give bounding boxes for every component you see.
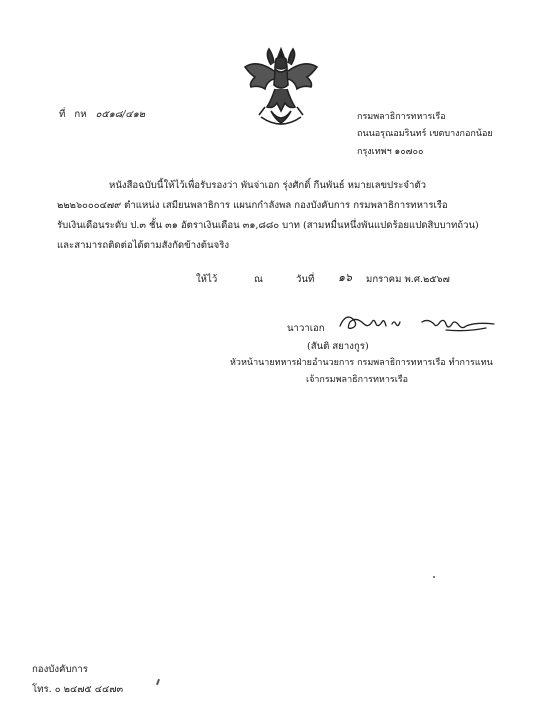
office-city: กรุงเทพฯ ๑๐๗๐๐: [357, 147, 424, 157]
office-name: กรมพลาธิการทหารเรือ: [357, 112, 446, 122]
at-label: ณ: [254, 274, 263, 285]
body-line-4: และสามารถติดต่อได้ตามสังกัดข้างต้นจริง: [57, 240, 230, 251]
month-year: มกราคม พ.ศ.๒๕๖๗: [366, 274, 450, 285]
paper-speck: [433, 576, 435, 578]
footer-phone: โทร. ๐ ๒๔๗๕ ๔๔๗๓: [32, 684, 124, 695]
certificate-body: [57, 176, 487, 256]
reference-line: [59, 108, 145, 121]
signer-name: (สันติ สยางกูร): [307, 341, 369, 352]
signer-position-1: หัวหน้านายทหารฝ่ายอำนวยการ กรมพลาธิการทหารเรือ ทำการแทน: [230, 358, 493, 368]
body-line-3: รับเงินเดือนระดับ ป.๓ ชั้น ๓๑ อัตราเงินเดือน ๓๑,๘๘๐ บาท (สามหมื่นหนึ่งพันแปดร้อยแปดสิบบาทถ้วน): [57, 220, 479, 231]
day-value: ๑๖: [338, 271, 352, 284]
paper-mark: [156, 679, 160, 685]
day-label: วันที่: [296, 274, 315, 285]
signer-rank: นาวาเอก: [287, 323, 325, 334]
given-label: ให้ไว้: [196, 274, 218, 285]
signer-position-2: เจ้ากรมพลาธิการทหารเรือ: [306, 375, 409, 385]
ref-prefix: กห: [74, 109, 87, 120]
ref-label: ที่: [59, 109, 66, 120]
garuda-emblem-icon: [241, 45, 321, 133]
body-line-2: ๒๒๒๖๐๐๐๔๗๙ ตำแหน่ง เสมียนพลาธิการ แผนกกำลังพล กองบังคับการ กรมพลาธิการทหารเรือ: [57, 200, 448, 211]
ref-number: ๐๕๑๘/๔๑๒: [95, 109, 146, 120]
footer-department: กองบังคับการ: [32, 664, 88, 675]
body-line-1: หนังสือฉบับนี้ให้ไว้เพื่อรับรองว่า พันจ่าเอก รุ่งศักดิ์ กีนพันธ์ หมายเลขประจำตัว: [109, 180, 427, 191]
handwritten-signature-icon: [336, 308, 496, 338]
office-road: ถนนอรุณอมรินทร์ เขตบางกอกน้อย: [357, 129, 493, 139]
